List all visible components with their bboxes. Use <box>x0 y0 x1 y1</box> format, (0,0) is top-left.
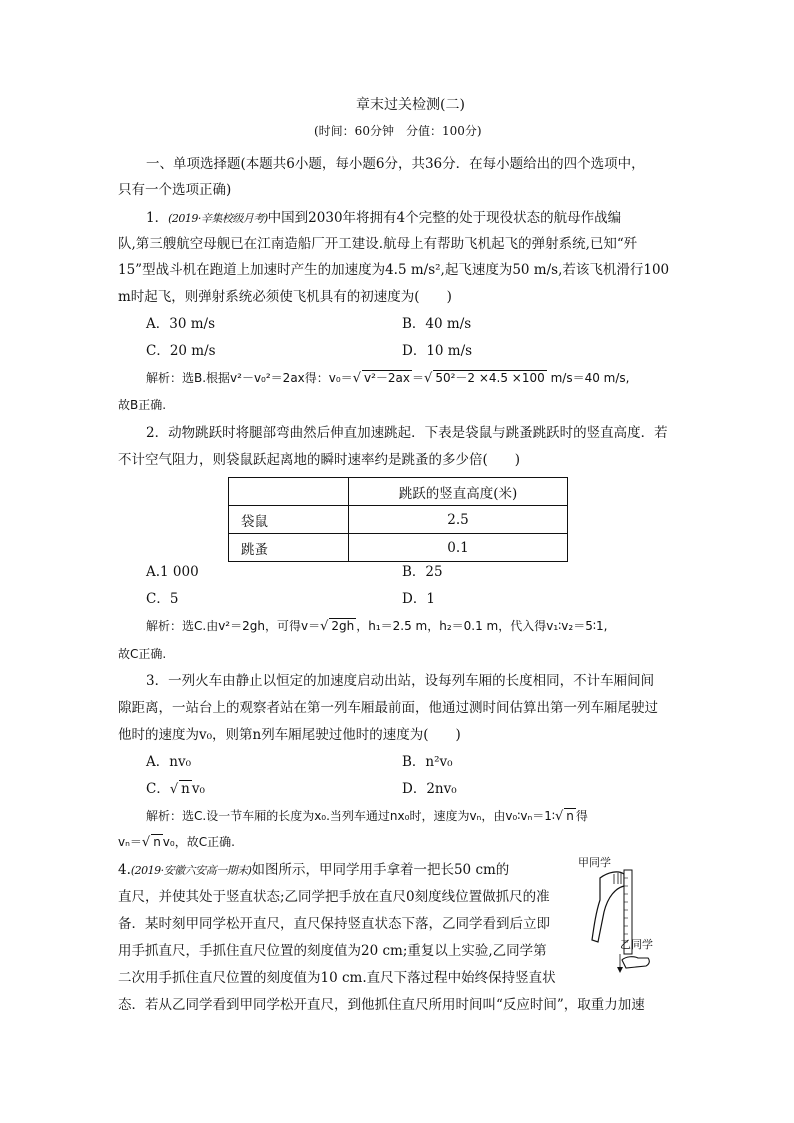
page-subtitle: (时间：60分钟 分值：100分) <box>314 124 482 138</box>
question-3-line: 3．一列火车由静止以恒定的加速度启动出站，设每列车厢的长度相同，不计车厢间间 <box>146 673 655 689</box>
question-text: 如图所示，甲同学用手拿着一把长50 cm的 <box>251 862 510 878</box>
question-4-line: 态．若从乙同学看到甲同学松开直尺，到他抓住直尺所用时间叫“反应时间”，取重力加速 <box>118 997 645 1013</box>
question-1-line: 15”型战斗机在跑道上加速时产生的加速度为4.5 m/s²,起飞速度为50 m/s,若该飞机滑行100 <box>118 262 670 278</box>
question-3-line: 他时的速度为v₀，则第n列车厢尾驶过他时的速度为( ) <box>118 727 461 743</box>
solution-line: 故C正确. <box>118 647 167 661</box>
option-d: D．10 m/s <box>402 343 473 359</box>
table-row <box>229 478 568 506</box>
solution-text: ，h₁＝2.5 m，h₂＝0.1 m，代入得v₁∶v₂＝5∶1, <box>356 619 608 633</box>
sqrt-sign: √ <box>352 371 361 386</box>
question-1-line <box>146 209 621 228</box>
section-heading-line: 只有一个选项正确) <box>118 182 232 198</box>
solution-text: 得 <box>575 809 588 823</box>
finger-lines <box>614 873 621 884</box>
sqrt-radicand: 50²－2 ×4.5 ×100 <box>435 371 545 385</box>
sqrt-radicand: n <box>566 809 574 823</box>
question-number: 4. <box>118 862 131 878</box>
solution-text: 解析：选C.设一节车厢的长度为x₀.当列车通过nx₀时，速度为vₙ，由v₀∶vₙ＝1∶ <box>146 809 555 823</box>
option-c <box>146 780 205 799</box>
data-table <box>228 477 568 562</box>
figure-label-yi: 乙同学 <box>620 938 653 951</box>
ruler-illustration <box>578 856 654 976</box>
question-4-line: 直尺，并使其处于竖直状态;乙同学把手放在直尺0刻度线位置做抓尺的准 <box>118 889 550 905</box>
sqrt-sign: √ <box>555 809 564 824</box>
figure-label-jia: 甲同学 <box>578 856 611 869</box>
option-a: A.1 000 <box>146 564 199 580</box>
sqrt-radicand: n <box>153 835 161 849</box>
option-text: v₀ <box>191 781 205 797</box>
solution-text: 解析：选C.由v²＝2gh，可得v＝ <box>146 619 321 633</box>
question-4-line: 备．某时刻甲同学松开直尺，直尺保持竖直状态下落，乙同学看到后立即 <box>118 916 550 932</box>
question-2-line: 不计空气阻力，则袋鼠跃起离地的瞬时速率约是跳蚤的多少倍( ) <box>118 452 521 468</box>
option-c: C．5 <box>146 591 179 607</box>
question-text: 中国到2030年将拥有4个完整的处于现役状态的航母作战编 <box>267 210 622 226</box>
sqrt-radicand: n <box>181 781 190 797</box>
sqrt-sign: √ <box>169 782 179 797</box>
sqrt-sign: √ <box>141 835 151 850</box>
solution-line <box>146 369 629 388</box>
solution-text: m/s＝40 m/s, <box>550 371 630 385</box>
question-source: (2019·辛集校级月考) <box>168 212 268 225</box>
question-2-line: 2．动物跳跃时将腿部弯曲然后伸直加速跳起．下表是袋鼠与跳蚤跳跃时的竖直高度．若 <box>146 425 668 441</box>
option-d: D．2nv₀ <box>402 781 457 797</box>
ruler-figure <box>578 856 654 976</box>
option-label: C． <box>146 781 170 797</box>
sqrt-radicand: 2gh <box>331 619 355 633</box>
option-d: D．1 <box>402 591 435 607</box>
table-row <box>229 534 568 562</box>
table-cell: 2.5 <box>349 506 568 534</box>
solution-line: 故B正确. <box>118 398 167 412</box>
hand-shape <box>592 872 624 942</box>
solution-line <box>146 617 607 636</box>
page-title: 章末过关检测(二) <box>356 97 465 113</box>
hand-shape <box>622 957 649 968</box>
option-a: A．nv₀ <box>146 754 191 770</box>
sqrt-sign: √ <box>320 619 329 634</box>
section-heading-line: 一、单项选择题(本题共6小题，每小题6分，共36分．在每小题给出的四个选项中， <box>146 156 645 172</box>
option-a: A．30 m/s <box>146 316 215 332</box>
question-1-line: 队,第三艘航空母舰已在江南造船厂开工建设.航母上有帮助飞机起飞的弹射系统,已知“歼 <box>118 236 638 252</box>
question-4-line: 用手抓直尺，手抓住直尺位置的刻度值为20 cm;重复以上实验,乙同学第 <box>118 943 547 959</box>
option-b: B．25 <box>402 564 443 580</box>
question-4-line <box>118 861 509 880</box>
solution-text: vₙ＝ <box>118 835 142 849</box>
question-source: (2019·安徽六安高一期末) <box>130 864 252 877</box>
solution-text: 解析：选B.根据v²－v₀²＝2ax得：v₀＝ <box>146 371 353 385</box>
sqrt-radicand: v²－2ax <box>363 371 410 385</box>
option-b: B．40 m/s <box>402 316 472 332</box>
question-4-line: 二次用手抓住直尺位置的刻度值为10 cm.直尺下落过程中始终保持竖直状 <box>118 970 556 986</box>
table-cell <box>229 478 349 506</box>
question-1-line: m时起飞，则弹射系统必须使飞机具有的初速度为( ) <box>118 289 452 305</box>
solution-line <box>146 807 588 826</box>
arrow-down-icon <box>617 967 623 973</box>
solution-line <box>118 833 235 852</box>
table-row <box>229 506 568 534</box>
table-header: 跳跃的竖直高度(米) <box>349 478 568 506</box>
option-c: C．20 m/s <box>146 343 216 359</box>
question-number: 1． <box>146 210 169 226</box>
sqrt-sign: √ <box>424 371 433 386</box>
option-b: B．n²v₀ <box>402 754 453 770</box>
question-3-line: 隙距离，一站台上的观察者站在第一列车厢最前面，他通过测时间估算出第一列车厢尾驶过 <box>118 700 658 716</box>
table-cell: 0.1 <box>349 534 568 562</box>
solution-text: v₀，故C正确. <box>162 835 235 849</box>
table-cell: 袋鼠 <box>229 506 349 534</box>
table-cell: 跳蚤 <box>229 534 349 562</box>
solution-text: ＝ <box>412 371 425 385</box>
